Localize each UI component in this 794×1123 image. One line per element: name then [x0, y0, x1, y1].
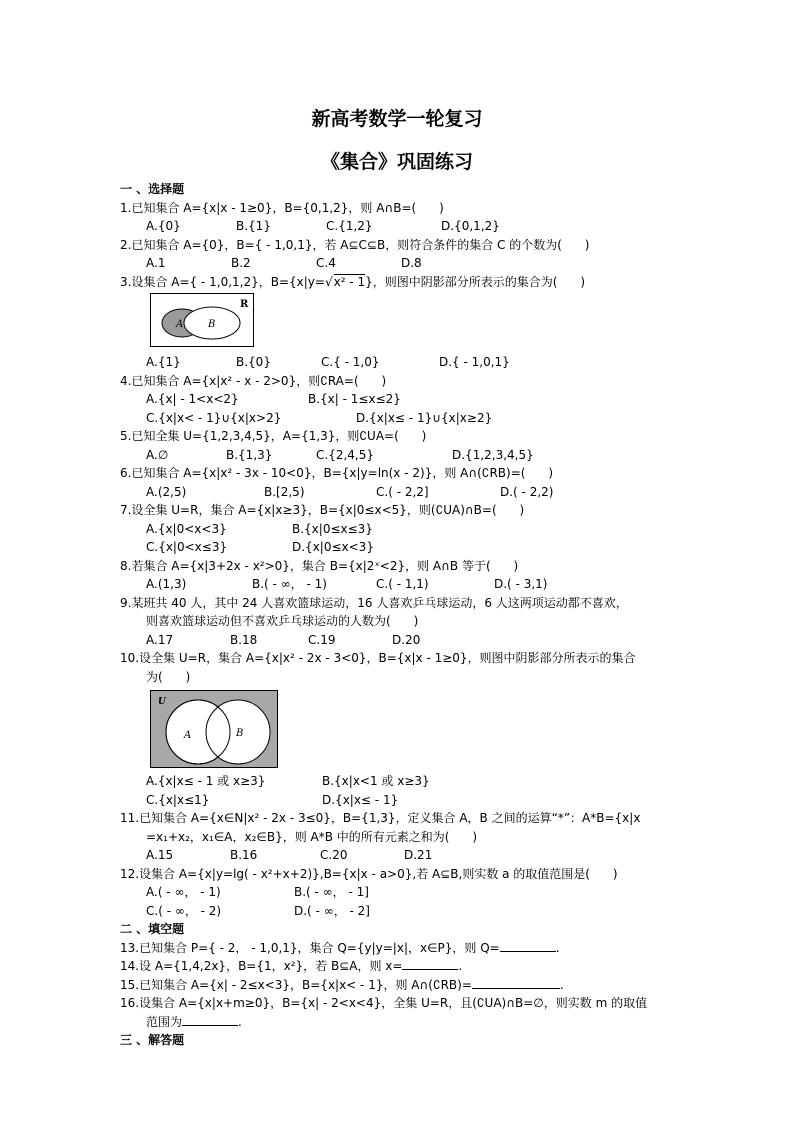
question-3-stem: 3.设集合 A={ - 1,0,1,2}，B={x|y=√x² - 1}，则图中阴影部分所表示的集合为( ): [120, 274, 586, 289]
q1-option-d: D.{0,1,2}: [441, 219, 500, 233]
question-10-stem-line1: 10.设全集 U=R，集合 A={x|x² - 2x - 3<0}，B={x|x - 1≥0}，则图中阴影部分所表示的集合: [120, 651, 636, 665]
q2-option-d: D.8: [401, 256, 422, 270]
q6-option-b: B.[2,5): [264, 484, 305, 499]
q10-option-c: C.{x|x≤1}: [146, 792, 210, 807]
q7-option-a: A.{x|0<x<3}: [146, 521, 227, 536]
q10-option-a: A.{x|x≤ - 1 或 x≥3}: [146, 774, 266, 788]
question-8-options: [120, 575, 705, 594]
q6-option-a: A.(2,5): [146, 484, 187, 499]
q16-answer-blank: [182, 1025, 238, 1026]
q4-option-b: B.{x| - 1≤x≤2}: [308, 392, 401, 406]
question-5-stem: 5.已知全集 U={1,2,3,4,5}，A={1,3}，则∁UA=( ): [120, 429, 427, 443]
question-9-stem-line1: 9.某班共 40 人，其中 24 人喜欢篮球运动，16 人喜欢乒乓球运动，6 人这两项运动都不喜欢，: [120, 595, 628, 610]
q11-option-c: C.20: [320, 848, 348, 862]
question-7-options-row2: [120, 538, 705, 557]
page-subtitle: 《集合》巩固练习: [320, 151, 473, 173]
q12-option-a: A.( - ∞， - 1): [146, 885, 221, 899]
question-10-options-row2: [120, 791, 705, 810]
q9-option-c: C.19: [308, 632, 336, 647]
question-7-stem: 7.设全集 U=R，集合 A={x|x≥3}，B={x|0≤x<5}，则(∁UA)∩B=( ): [120, 503, 525, 517]
question-4-stem: 4.已知集合 A={x|x² - x - 2>0}，则∁RA=( ): [120, 373, 387, 388]
question-1-stem: 1.已知集合 A={x|x - 1≥0}，B={0,1,2}，则 A∩B=( ): [120, 200, 444, 215]
venn-diagram-q10: [150, 690, 278, 768]
question-5-options: [120, 446, 705, 465]
q1-option-c: C.{1,2}: [326, 219, 373, 233]
universal-set-label: U: [158, 697, 166, 707]
q6-option-d: D.( - 2,2): [500, 484, 554, 499]
q3-option-a: A.{1}: [146, 355, 181, 369]
question-10-options-row1: [120, 772, 705, 791]
section-heading-answer: 三 、解答题: [120, 1033, 185, 1047]
question-6-options: [120, 483, 705, 502]
question-13: 13.已知集合 P={ - 2， - 1,0,1}，集合 Q={y|y=|x|，x∈P}，则 Q= .: [120, 940, 560, 955]
q7-option-d: D.{x|0≤x<3}: [292, 540, 374, 554]
question-15: 15.已知集合 A={x| - 2≤x<3}，B={x|x< - 1}，则 A∩(∁RB)= .: [120, 977, 564, 992]
q9-option-b: B.18: [230, 632, 258, 647]
question-3-figure: [120, 291, 705, 353]
question-12-stem: 12.设集合 A={x|y=lg( - x²+x+2)},B={x|x - a>0},若 A⊆B,则实数 a 的取值范围是( ): [120, 866, 618, 881]
question-3-options: [120, 353, 705, 372]
question-4-options-row1: [120, 390, 705, 409]
q15-answer-blank: [472, 988, 560, 989]
section-heading-choice: 一 、选择题: [120, 182, 185, 196]
sqrt-radicand: x² - 1: [333, 274, 366, 289]
q11-option-b: B.16: [230, 848, 258, 862]
question-12-options-row2: [120, 902, 705, 921]
question-11-stem-line1: 11.已知集合 A={x∈N|x² - 2x - 3≤0}，B={1,3}，定义集合 A，B 之间的运算“*”：A*B={x|x: [120, 811, 641, 825]
q10-option-d: D.{x|x≤ - 1}: [322, 792, 399, 807]
section-heading-fill: 二 、填空题: [120, 922, 185, 936]
question-16-line1: 16.设集合 A={x|x+m≥0}，B={x| - 2<x<4}，全集 U=R，且(∁UA)∩B=∅，则实数 m 的取值: [120, 996, 648, 1010]
q12-option-b: B.( - ∞， - 1]: [294, 885, 369, 899]
set-a-label: A: [176, 319, 184, 330]
q6-option-c: C.( - 2,2]: [376, 484, 429, 499]
q13-answer-blank: [500, 951, 556, 952]
q8-option-a: A.(1,3): [146, 577, 187, 591]
question-16-line2: 范围为 .: [146, 1014, 242, 1029]
q10-option-b: B.{x|x<1 或 x≥3}: [322, 774, 430, 788]
q2-option-a: A.1: [146, 256, 166, 270]
question-list: [120, 180, 705, 1050]
q8-option-c: C.( - 1,1): [376, 577, 429, 591]
venn-diagram-q3: [150, 293, 254, 347]
question-10-stem-line2: 为( ): [146, 669, 191, 684]
question-6-stem: 6.已知集合 A={x|x² - 3x - 10<0}，B={x|y=ln(x - 2)}，则 A∩(∁RB)=( ): [120, 466, 554, 480]
q11-option-a: A.15: [146, 848, 174, 862]
q5-option-a: A.∅: [146, 447, 169, 462]
q3-option-d: D.{ - 1,0,1}: [439, 355, 510, 369]
question-9-stem-line2: 则喜欢篮球运动但不喜欢乒乓球运动的人数为( ): [146, 614, 419, 628]
q7-option-c: C.{x|0<x≤3}: [146, 540, 228, 554]
question-12-options-row1: [120, 883, 705, 902]
q8-option-d: D.( - 3,1): [494, 577, 548, 591]
q5-option-b: B.{1,3}: [226, 447, 273, 462]
q2-option-c: C.4: [316, 256, 336, 270]
q9-option-a: A.17: [146, 632, 174, 647]
q9-option-d: D.20: [392, 632, 421, 647]
question-2-stem: 2.已知集合 A={0}，B={ - 1,0,1}，若 A⊆C⊆B，则符合条件的集合 C 的个数为( ): [120, 237, 590, 252]
q4-option-c: C.{x|x< - 1}∪{x|x>2}: [146, 410, 282, 425]
q3-option-b: B.{0}: [236, 355, 271, 369]
question-10-figure: [120, 686, 705, 772]
set-b-label: B: [208, 319, 216, 330]
set-a-label: A: [184, 730, 192, 741]
question-4-options-row2: [120, 409, 705, 428]
page-title: 新高考数学一轮复习: [311, 108, 483, 130]
question-2-options: [120, 254, 705, 273]
question-9-options: [120, 631, 705, 650]
set-b-label: B: [236, 728, 244, 739]
question-7-options-row1: [120, 520, 705, 539]
question-8-stem: 8.若集合 A={x|3+2x - x²>0}，集合 B={x|2ˣ<2}，则 A∩B 等于( ): [120, 558, 519, 573]
q12-option-d: D.( - ∞， - 2]: [294, 903, 370, 918]
question-11-stem-line2: =x₁+x₂，x₁∈A，x₂∈B}，则 A*B 中的所有元素之和为( ): [146, 829, 478, 844]
q1-option-b: B.{1}: [236, 219, 271, 233]
q8-option-b: B.( - ∞， - 1): [252, 577, 327, 591]
question-11-options: [120, 846, 705, 865]
q14-answer-blank: [402, 969, 458, 970]
q3-option-c: C.{ - 1,0}: [321, 355, 380, 369]
q5-option-d: D.{1,2,3,4,5}: [452, 447, 534, 462]
q11-option-d: D.21: [404, 848, 433, 862]
question-14: 14.设 A={1,4,2x}，B={1，x²}，若 B⊆A，则 x= .: [120, 959, 463, 973]
q12-option-c: C.( - ∞， - 2): [146, 903, 222, 918]
q4-option-d: D.{x|x≤ - 1}∪{x|x≥2}: [356, 410, 493, 425]
q5-option-c: C.{2,4,5}: [316, 447, 374, 462]
q2-option-b: B.2: [231, 256, 251, 270]
q1-option-a: A.{0}: [146, 219, 181, 233]
universal-set-label: R: [240, 299, 249, 310]
question-1-options: [120, 217, 705, 236]
q7-option-b: B.{x|0≤x≤3}: [292, 521, 373, 536]
q4-option-a: A.{x| - 1<x<2}: [146, 392, 239, 406]
